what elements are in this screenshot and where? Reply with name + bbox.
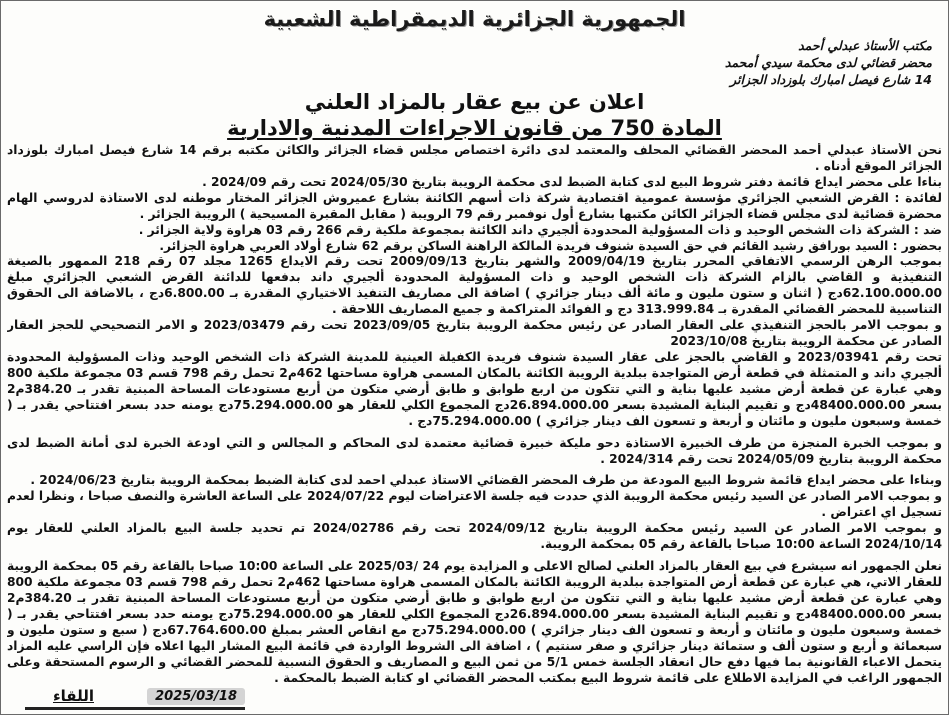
conditions-filing: وبناءا على محضر ايداع قائمة شروط البيع المودعة من طرف المحضر القضائي الاستاذ عبدلي احمد لدى كتابة الضبط بمحكمة الرويبة بتاريخ 2024/06/23 . [30,473,942,488]
filing-reference: بناءا على محضر ايداع قائمة دفتر شروط البيع لدى كتابة الضبط لدى محكمة الرويبة بتاريخ 2024/05/30 تحت رقم 2024/09 . [202,174,942,189]
seized-property: تحت رقم 2023/03941 و القاضي بالحجز على عقار السيدة شنوف فريدة الكفيلة العينية للمدينة الشركة ذات الشخص الوحيد وذات المسؤولية المحدودة ألجيري داند و المتمثلة في قطعة أرض المتواجدة ببلدية الرويبة الكائنة بالمكان المسمى هراوة مساحتها 462م2 تحمل رقم 798 قسم 03 مجموعة ملكية 800 وهي عبارة عن قطعة أرض مشيد عليها بناية و التي تتكون من اربع طوابق و طابق أرضي متكون من أربع مستودعات المساحة المبنية تقدر بـ 384.20م2 بسعر 48400.000.00دج و تقييم البناية المشيدة بسعر 26.894.000.00دج المجموع الكلي للعقار هو 75.294.000.00دج يومنه حدد بسعر افتتاحي يقدر بـ ( خمسة وسبعون مليون و مائتان و أربعة و تسعون الف دينار جزائري ) 75.294.000.00دج . [7,349,942,428]
seizure-order: و بموجب الامر بالحجز التنفيذي على العقار الصادر عن رئيس محكمة الرويبة بتاريخ 2023/09/05 تحت رقم 2023/03479 و الامر التصحيحي للحجز العقار الصادر عن محكمة الرويبة بتاريخ 2023/10/08 [7,318,942,349]
creditor-party: لفائدة : القرض الشعبي الجزائري مؤسسة عمومية اقتصادية شركة ذات أسهم الكائنة بشارع عميروش الجزائر المختار موطنه لدى الاستاذة لدروسي الهام محضرة قضائية لدى مجلس قضاء الجزائر الكائن مكتبها بشارع أول نوفمبر رقم 79 الرويبة ( مقابل المقبرة المسيحية ) الرويبة الجزائر . [7,190,942,221]
notice-body [7,143,942,687]
objections-hearing: و بموجب الامر الصادر عن السيد رئيس محكمة الرويبة الذي حددت فيه جلسة الاعتراضات ليوم 2024/07/22 على الساعة العاشرة والنصف صباحا ، ونظرا لعدم تسجيل اي اعتراض . [7,489,942,520]
auction-order: و بموجب الامر الصادر عن السيد رئيس محكمة الرويبة بتاريخ 2024/09/12 تحت رقم 2024/02786 تم تحديد جلسة البيع بالمزاد العلني للعقار يوم 2024/10/14 الساعة 10:00 صباحا بالقاعة رقم 05 بمحكمة الرويبة. [7,521,942,552]
office-address: 14 شارع فيصل امبارك بلوزداد الجزائر [730,72,932,87]
state-name-header: الجمهورية الجزائرية الديمقراطية الشعبية [263,7,686,31]
notice-title: اعلان عن بيع عقار بالمزاد العلني [304,90,645,114]
publication-footer [25,685,245,710]
mortgage-basis: بموجب الرهن الرسمي الاتفاقي المحرر بتاريخ 2009/04/19 والشهر بتاريخ 2009/09/13 تحت رقم الايداع 1265 مجلد 07 رقم 218 الممهور بالصيغة التنفيذية و القاضي بالزام الشركة ذات الشخص الوحيد و ذات المسؤولية المحدودة ألجيري داند بدفعها للدائنة القرض الشعبي الجزائري مبلغ 62.100.000.00دج ( اثنان و ستون مليون و مائة ألف دينار جزائري ) اضافة الى مصاريف التنفيذ الاختياري المقدرة بـ 6.800.00دج ، بالاضافة الى الحقوق التناسبية للمحضر القضائي المقدرة بـ 313.999.84 دج و الفوائد المتراكمة و جميع المصاريف اللاحقة . [7,254,942,317]
debtor-party: ضد : الشركة ذات الشخص الوحيد و ذات المسؤولية المحدودة ألجيري داند الكائنة بمجموعة ملكية رقم 266 رقم 03 هراوة ولاية الجزائر . [138,222,942,237]
notice-intro: نحن الأستاذ عبدلي أحمد المحضر القضائي المحلف والمعتمد لدى دائرة اختصاص مجلس قضاء الجزائر والكائن مكتبه برقم 14 شارع فيصل امبارك بلوزداد الجزائر الموقع أدناه . [7,143,942,173]
office-name: مكتب الأستاذ عبدلي أحمد [798,38,932,53]
present-party: بحضور : السيد بورافق رشيد القائم في حق السيدة شنوف فريدة المالكة الراهنة الساكن برقم 62 شارع أولاد العربي هراوة الجزائر. [159,238,942,253]
publication-date: 2025/03/18 [147,688,245,705]
publication-name: اللقاء [53,687,94,705]
bailiff-office-block [602,37,932,88]
notice-heading [161,89,788,141]
expertise-report: و بموجب الخبرة المنجزة من طرف الخبيرة الاستاذة دحو مليكة خبيرة قضائية معتمدة لدى المحاكم و المجالس و التي اودعة الخبرة لدى أمانة الضبط لدى محكمة الرويبة بتاريخ 2024/05/09 تحت رقم 2024/314 . [7,435,942,466]
notice-body-text [7,143,942,686]
public-auction-announcement: نعلن الجمهور انه سيشرع في بيع العقار بالمزاد العلني لصالح الاعلى و المزايدة يوم 24 /2025/03 على الساعة 10:00 صباحا بالقاعة رقم 05 بمحكمة الرويبة للعقار الاتي، هي عبارة عن قطعة أرض المتواجدة ببلدية الرويبة الكائنة بالمكان المسمى هراوة مساحتها 462م2 تحمل رقم 798 قسم 03 مجموعة ملكية 800 وهي عبارة عن قطعة أرض مشيد عليها بناية و التي تتكون من اربع طوابق و طابق أرضي متكون من أربع مستودعات المساحة المبنية تقدر بـ 384.20م2 بسعر 48400.000.00دج و تقييم البناية المشيدة بسعر 26.894.000.00دج المجموع الكلي للعقار هو 75.294.000.00دج يومنه حدد بسعر افتتاحي يقدر بـ ( خمسة وسبعون مليون و مائتان و أربعة و تسعون الف دينار جزائري ) 75.294.000.00دج مع انقاص العشر بمبلغ 67.764.600.00دج ( سبع و ستون مليون و سبعمائة و أربع و ستون ألف و ستمائة دينار جزائري و صفر سنتيم ) ، اضافة الى الشروط الواردة في قائمة البيع المشار اليها اعلاه فإن الراسي عليه المزاد يتحمل الاعباء القانونية بما فيها دفع حال انعقاد الجلسة خمس 5/1 من ثمن البيع و المصاريف و الحقوق النسبية للمحضر القضائي و الرسوم المستحقة وعلى الجمهور الراغب في المزايدة الاطلاع على قائمة شروط البيع بمكتب المحضر القضائي او كتابة الضبط بالمحكمة . [7,559,942,685]
notice-subtitle: المادة 750 من قانون الاجراءات المدنية والادارية [227,116,722,140]
office-court: محضر قضائي لدى محكمة سيدي أمحمد [724,55,932,70]
